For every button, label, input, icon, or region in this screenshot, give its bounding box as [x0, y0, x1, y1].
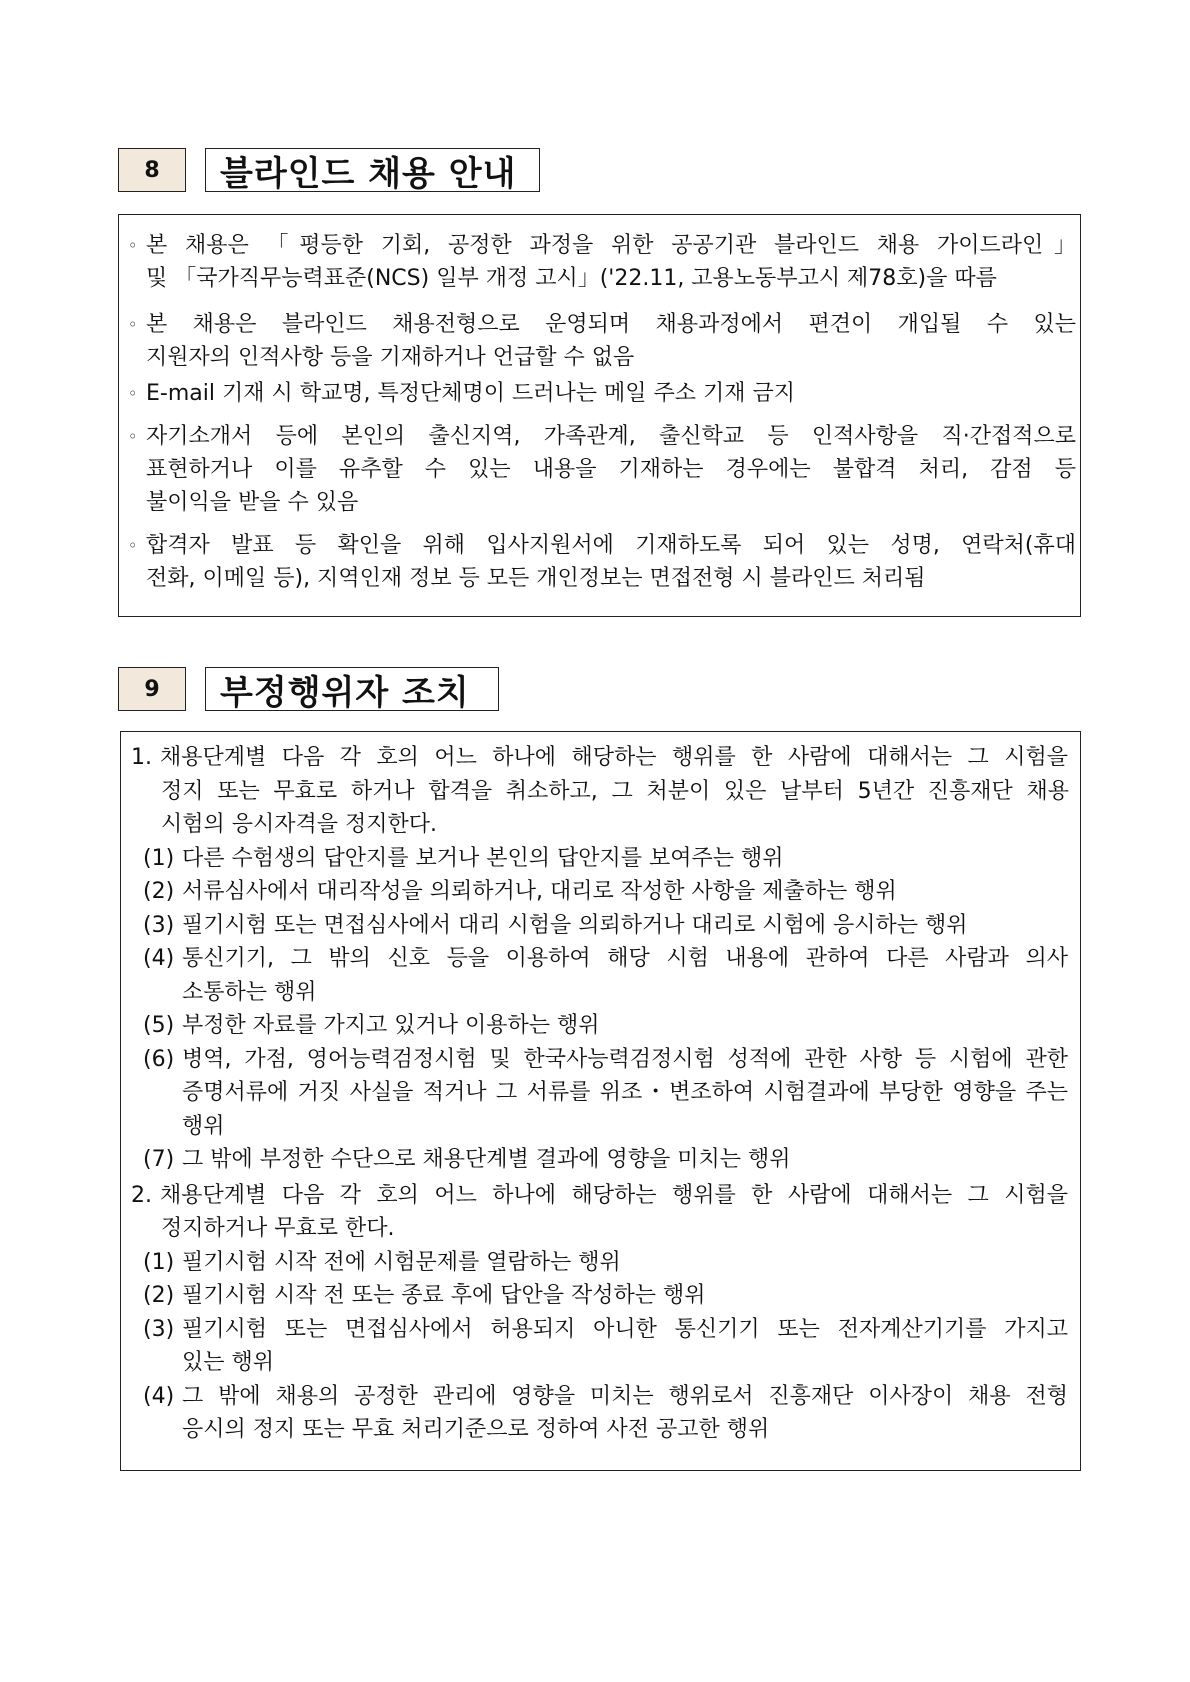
bullet-text-line: 본 채용은 「평등한 기회, 공정한 과정을 위한 공공기관 블라인드 채용 가이드라인」: [146, 233, 1076, 258]
section-title-misconduct: 부정행위자 조치: [205, 667, 499, 711]
paragraph-text-line: 시험의 응시자격을 정지한다.: [161, 812, 438, 837]
item-number: (3): [143, 912, 175, 938]
item-number: (4): [143, 946, 175, 971]
item-text-line: 그 밖에 채용의 공정한 관리에 영향을 미치는 행위로서 진흥재단 이사장이 채용 전형: [182, 1383, 1068, 1409]
bullet-marker: ◦: [128, 427, 138, 446]
item-text-line: 서류심사에서 대리작성을 의뢰하거나, 대리로 작성한 사항을 제출하는 행위: [182, 879, 897, 904]
item-text-line: 소통하는 행위: [182, 979, 317, 1005]
item-text-line: 응시의 정지 또는 무효 처리기준으로 정하여 사전 공고한 행위: [182, 1417, 770, 1442]
item-number: (6): [143, 1046, 175, 1072]
bullet-text-line: 표현하거나 이를 유추할 수 있는 내용을 기재하는 경우에는 불합격 처리, 감점 등: [146, 457, 1076, 482]
item-number: (2): [143, 1283, 175, 1308]
item-text-line: 필기시험 또는 면접심사에서 허용되지 아니한 통신기기 또는 전자계산기기를 가지고: [182, 1316, 1068, 1342]
bullet-text-line: 불이익을 받을 수 있음: [146, 490, 359, 515]
bullet-marker: ◦: [128, 536, 138, 555]
paragraph-number: 1.: [131, 745, 152, 770]
paragraph-text-line: 채용단계별 다음 각 호의 어느 하나에 해당하는 행위를 한 사람에 대해서는 그 시험을: [160, 745, 1068, 770]
item-text-line: 다른 수험생의 답안지를 보거나 본인의 답안지를 보여주는 행위: [182, 845, 784, 871]
bullet-marker: ◦: [128, 236, 138, 255]
item-text-line: 통신기기, 그 밖의 신호 등을 이용하여 해당 시험 내용에 관하여 다른 사람과 의사: [182, 946, 1068, 971]
item-text-line: 행위: [182, 1113, 225, 1139]
bullet-marker: ◦: [128, 315, 138, 334]
paragraph-text-line: 정지하거나 무효로 한다.: [161, 1216, 395, 1241]
section-title-blind-hiring: 블라인드 채용 안내: [205, 148, 540, 192]
section-number-9: 9: [118, 667, 186, 711]
item-number: (1): [143, 1249, 175, 1275]
bullet-marker: ◦: [128, 384, 138, 403]
bullet-text-line: 자기소개서 등에 본인의 출신지역, 가족관계, 출신학교 등 인적사항을 직·간접적으로: [146, 424, 1076, 449]
item-number: (7): [143, 1147, 175, 1172]
bullet-text-line: 지원자의 인적사항 등을 기재하거나 언급할 수 없음: [146, 345, 635, 370]
item-text-line: 부정한 자료를 가지고 있거나 이용하는 행위: [182, 1013, 600, 1038]
paragraph-text-line: 채용단계별 다음 각 호의 어느 하나에 해당하는 행위를 한 사람에 대해서는 그 시험을: [160, 1182, 1068, 1208]
bullet-text-line: E-mail 기재 시 학교명, 특정단체명이 드러나는 메일 주소 기재 금지: [146, 381, 795, 406]
bullet-text-line: 전화, 이메일 등), 지역인재 정보 등 모든 개인정보는 면접전형 시 블라인드 처리됨: [146, 566, 926, 591]
item-text-line: 필기시험 시작 전에 시험문제를 열람하는 행위: [182, 1249, 621, 1275]
paragraph-text-line: 정지 또는 무효로 하거나 합격을 취소하고, 그 처분이 있은 날부터 5년간 진흥재단 채용: [161, 778, 1069, 804]
item-text-line: 증명서류에 거짓 사실을 적거나 그 서류를 위조・변조하여 시험결과에 부당한 영향을 주는: [182, 1080, 1068, 1105]
bullet-text-line: 본 채용은 블라인드 채용전형으로 운영되며 채용과정에서 편견이 개입될 수 있는: [146, 312, 1076, 337]
item-text-line: 있는 행위: [182, 1350, 275, 1375]
section-number-8: 8: [118, 148, 186, 192]
item-number: (2): [143, 879, 175, 904]
bullet-text-line: 합격자 발표 등 확인을 위해 입사지원서에 기재하도록 되어 있는 성명, 연락처(휴대: [146, 533, 1076, 558]
item-text-line: 병역, 가점, 영어능력검정시험 및 한국사능력검정시험 성적에 관한 사항 등 시험에 관한: [182, 1046, 1068, 1072]
item-text-line: 그 밖에 부정한 수단으로 채용단계별 결과에 영향을 미치는 행위: [182, 1147, 791, 1172]
paragraph-number: 2.: [131, 1182, 152, 1208]
item-number: (1): [143, 845, 175, 871]
item-text-line: 필기시험 시작 전 또는 종료 후에 답안을 작성하는 행위: [182, 1283, 706, 1308]
bullet-text-line: 및 「국가직무능력표준(NCS) 일부 개정 고시」('22.11, 고용노동부고시 제78호)을 따름: [146, 266, 997, 291]
item-number: (5): [143, 1013, 175, 1038]
item-number: (3): [143, 1316, 175, 1342]
item-text-line: 필기시험 또는 면접심사에서 대리 시험을 의뢰하거나 대리로 시험에 응시하는 행위: [182, 912, 968, 938]
item-number: (4): [143, 1383, 175, 1409]
